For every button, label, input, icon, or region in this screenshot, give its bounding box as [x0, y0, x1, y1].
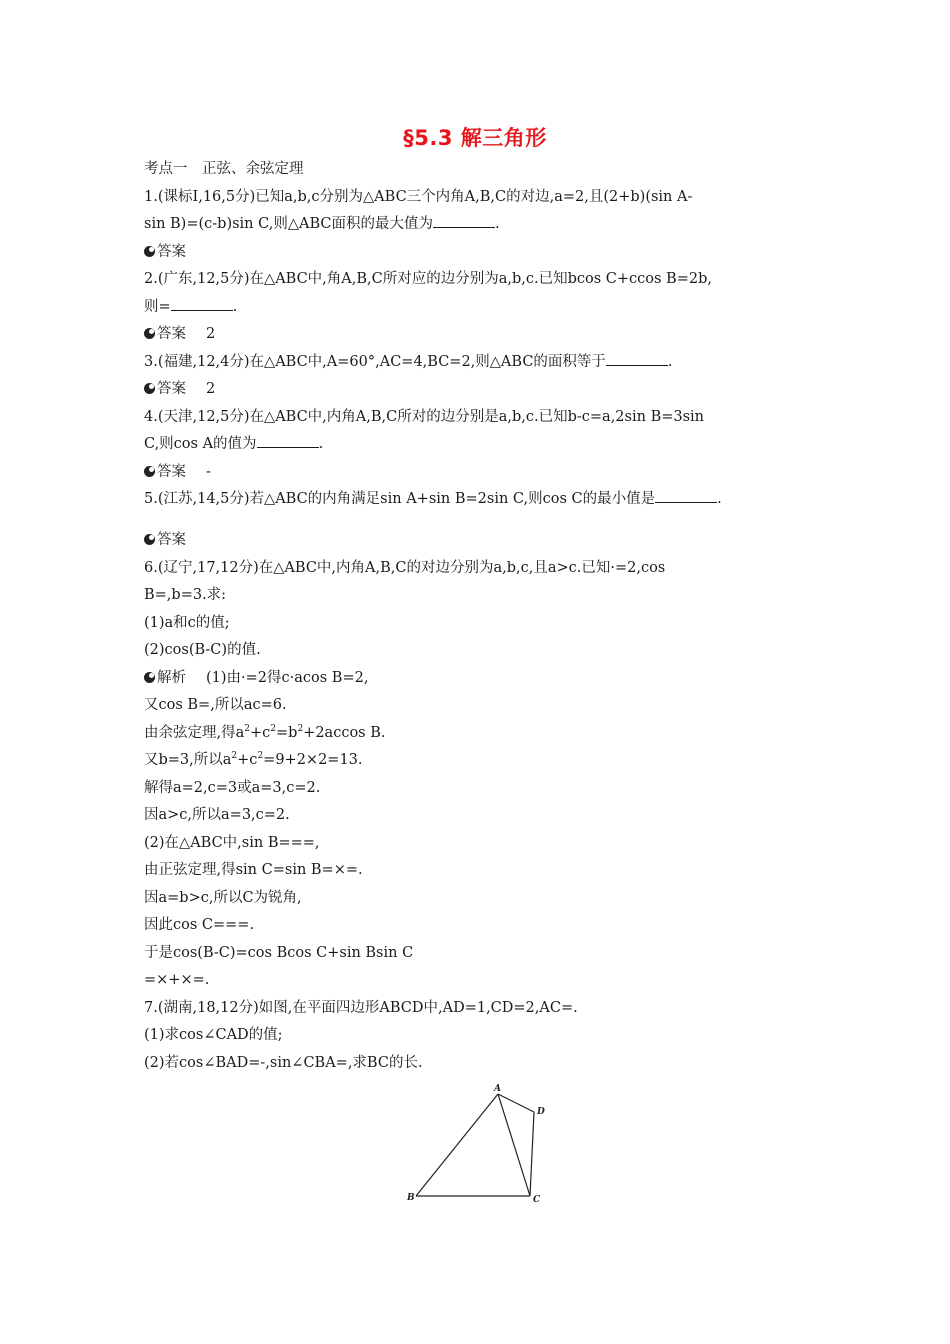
answer-marker-icon — [144, 328, 155, 339]
q6-solution-line: =×+×=. — [144, 972, 210, 988]
q2-line2: 则= . — [144, 294, 814, 322]
answer-blank — [655, 488, 717, 503]
q6-solution-line: 于是cos(B-C)=cos Bcos C+sin Bsin C — [144, 944, 414, 961]
q7-part1: (1)求cos∠CAD的值; — [144, 1027, 283, 1043]
section-heading: 考点一 正弦、余弦定理 — [144, 161, 304, 177]
q5-answer: 答案 — [144, 527, 814, 555]
q5-line1: 5.(江苏,14,5分)若△ABC的内角满足sin A+sin B=2sin C,则cos C的最小值是 . — [144, 486, 814, 527]
q6-solution-line: 因a>c,所以a=3,c=2. — [144, 807, 290, 823]
q6-solution-line: 又cos B=,所以ac=6. — [144, 697, 287, 713]
q1-line2: sin B)=(c-b)sin C,则△ABC面积的最大值为 . — [144, 211, 814, 239]
q3-line1: 3.(福建,12,4分)在△ABC中,A=60°,AC=4,BC=2,则△ABC的面积等于 . — [144, 349, 814, 377]
answer-blank — [433, 213, 495, 228]
edge-cd — [530, 1112, 534, 1196]
quadrilateral-figure — [400, 1082, 560, 1212]
q6-solution-line: (2)在△ABC中,sin B===, — [144, 834, 320, 851]
analysis-marker-icon — [144, 672, 155, 683]
q4-answer: 答案 - — [144, 459, 814, 487]
q4-line2: C,则cos A的值为 . — [144, 431, 814, 459]
q1-line1: 1.(课标Ⅰ,16,5分)已知a,b,c分别为△ABC三个内角A,B,C的对边,a=2,且(2+b)(sin A- — [144, 188, 693, 205]
vertex-label-d: D — [537, 1107, 545, 1117]
q6-solution-line: 由余弦定理,得$a^2+c^2=b^2+2accos$ B. — [144, 723, 386, 741]
answer-marker-icon — [144, 246, 155, 257]
vertex-label-a: A — [494, 1084, 501, 1094]
q6-solution-line: 又b=3,所以$a^2+c^2=9+2\times 2=13$. — [144, 751, 363, 768]
q6-solution-line: 解得a=2,c=3或a=3,c=2. — [144, 779, 321, 796]
edge-ab — [416, 1094, 498, 1196]
q2-answer: 答案 2 — [144, 321, 814, 349]
q1-answer: 答案 — [144, 239, 814, 267]
answer-blank — [606, 351, 668, 366]
q6-part2: (2)cos(B-C)的值. — [144, 642, 261, 658]
q6-solution-start: 解析 (1)由·=2得c·acos B=2, — [144, 665, 814, 693]
answer-marker-icon — [144, 383, 155, 394]
q4-line1: 4.(天津,12,5分)在△ABC中,内角A,B,C所对的边分别是a,b,c.已知b-c=a,2sin B=3sin — [144, 408, 705, 425]
answer-blank — [171, 296, 233, 311]
q3-answer: 答案 2 — [144, 376, 814, 404]
edge-ac — [498, 1094, 530, 1196]
q6-line1: 6.(辽宁,17,12分)在△ABC中,内角A,B,C的对边分别为a,b,c,且a>c.已知·=2,cos — [144, 559, 666, 576]
document-body — [144, 156, 814, 1077]
vertex-label-c: C — [533, 1195, 541, 1205]
page-title: §5.3 解三角形 — [403, 126, 547, 150]
q7-part2: (2)若cos∠BAD=-,sin∠CBA=,求BC的长. — [144, 1054, 423, 1071]
q2-line1: 2.(广东,12,5分)在△ABC中,角A,B,C所对应的边分别为a,b,c.已知bcos C+ccos B=2b, — [144, 271, 712, 287]
q6-part1: (1)a和c的值; — [144, 614, 230, 631]
q6-solution-line: 由正弦定理,得sin C=sin B=×=. — [144, 862, 363, 878]
q6-solution-line: 因a=b>c,所以C为锐角, — [144, 889, 302, 906]
q6-line2: B=,b=3.求: — [144, 587, 227, 603]
q7-line1: 7.(湖南,18,12分)如图,在平面四边形ABCD中,AD=1,CD=2,AC=. — [144, 999, 578, 1016]
q6-solution-line: 因此cos C===. — [144, 917, 255, 933]
answer-marker-icon — [144, 466, 155, 477]
answer-marker-icon — [144, 534, 155, 545]
answer-blank — [257, 433, 319, 448]
vertex-label-b: B — [407, 1193, 415, 1203]
